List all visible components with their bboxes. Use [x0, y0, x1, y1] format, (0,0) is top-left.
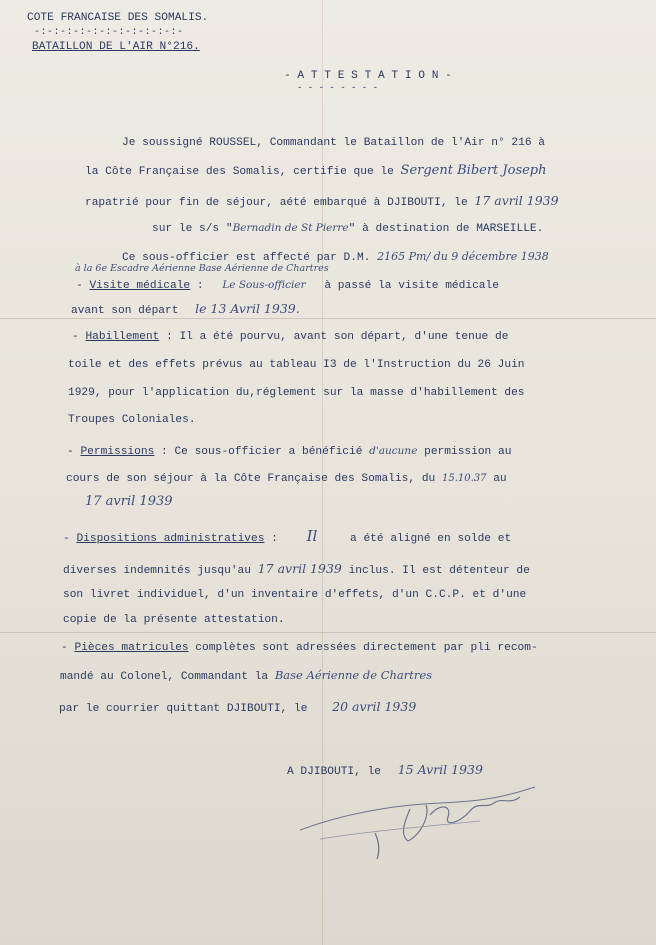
paper-fold: [0, 318, 656, 319]
permissions-label: Permissions: [80, 446, 155, 458]
permissions-line-2: [66, 473, 507, 485]
permissions-text: cours de son séjour à la Côte Française des Somalis, du: [66, 473, 436, 485]
dispositions-line-2: [63, 561, 530, 577]
assign-text: Ce sous-officier est affecté par D.M.: [122, 252, 371, 264]
dispositions-text: diverses indemnités jusqu'au: [63, 565, 251, 577]
header-dots: -:-:-:-:-:-:-:-:-:-:-:-: [34, 27, 184, 38]
header-unit: BATAILLON DE L'AIR N°216.: [32, 41, 200, 53]
dispositions-line-3: son livret individuel, d'un inventaire d'effets, d'un C.C.P. et d'une: [63, 589, 527, 601]
habillement-text: : Il a été pourvu, avant son départ, d'une tenue de: [166, 331, 509, 343]
handwritten-date: 17 avril 1939: [474, 193, 559, 208]
visite-text: à passé la visite médicale: [324, 280, 499, 292]
assign-line-1: [122, 250, 549, 264]
visite-colon: :: [196, 280, 204, 292]
habillement-line-3: 1929, pour l'application du,réglement sur la masse d'habillement des: [68, 387, 525, 399]
closing-place: A DJIBOUTI, le: [287, 766, 381, 778]
pieces-text: mandé au Colonel, Commandant la: [60, 671, 269, 683]
handwritten-date: le 13 Avril 1939.: [195, 301, 300, 316]
intro-line-3: [85, 193, 559, 209]
intro-line-4: [152, 222, 543, 235]
handwritten-assignment: à la 6e Escadre Aérienne Base Aérienne de Chartres: [75, 263, 329, 274]
permissions-text: au: [493, 473, 507, 485]
permissions-line-1: - Permissions : Ce sous-officier a bénéficié d'aucune permission au: [67, 445, 512, 458]
handwritten-subject: Il: [306, 527, 318, 545]
dispositions-line-4: copie de la présente attestation.: [63, 614, 285, 626]
permissions-text: : Ce sous-officier a bénéficié: [161, 446, 363, 458]
pieces-line-3: [59, 699, 416, 715]
intro-text: sur le s/s ": [152, 223, 233, 235]
dispositions-colon: :: [271, 533, 278, 545]
intro-line-2: [85, 163, 547, 178]
intro-text: rapatrié pour fin de séjour, aété embarqué à DJIBOUTI, le: [85, 197, 468, 209]
visite-label: Visite médicale: [89, 280, 191, 292]
dispositions-text: a été aligné en solde et: [350, 533, 512, 545]
visite-line-1: - Visite médicale : Le Sous-officier à passé la visite médicale: [76, 279, 499, 292]
dispositions-line-1: - Dispositions administratives : Il a été aligné en solde et: [63, 527, 512, 545]
dispositions-text: inclus. Il est détenteur de: [348, 565, 530, 577]
handwritten-date: 20 avril 1939: [332, 699, 417, 714]
visite-text: avant son départ: [71, 305, 179, 317]
handwritten-name: Sergent Bibert Joseph: [400, 163, 547, 178]
handwritten-date: 15.10.37: [441, 473, 487, 484]
intro-line-1: Je soussigné ROUSSEL, Commandant le Bataillon de l'Air n° 216 à: [122, 137, 545, 149]
handwritten-base: Base Aérienne de Chartres: [274, 668, 433, 682]
paper-fold: [0, 632, 656, 633]
habillement-line-2: toile et des effets prévus au tableau I3 de l'Instruction du 26 Juin: [68, 359, 525, 371]
intro-text: la Côte Française des Somalis, certifie que le: [85, 166, 394, 178]
signature: [280, 775, 560, 865]
visite-line-2: [71, 301, 300, 317]
handwritten-subject: Le Sous-officier: [222, 279, 306, 291]
permissions-text: permission au: [424, 446, 512, 458]
handwritten-none: d'aucune: [369, 445, 418, 457]
pieces-line-1: - Pièces matricules complètes sont adressées directement par pli recom-: [61, 642, 538, 654]
handwritten-ship: Bernadin de St Pierre: [232, 222, 349, 234]
handwritten-date: 17 avril 1939: [85, 494, 173, 509]
dispositions-label: Dispositions administratives: [76, 533, 265, 545]
intro-text: " à destination de MARSEILLE.: [348, 223, 544, 235]
habillement-line-1: - Habillement : Il a été pourvu, avant son départ, d'une tenue de: [72, 331, 509, 343]
pieces-text: complètes sont adressées directement par pli recom-: [195, 642, 538, 654]
habillement-line-4: Troupes Coloniales.: [68, 414, 196, 426]
habillement-label: Habillement: [85, 331, 160, 343]
handwritten-date: 17 avril 1939: [257, 561, 342, 576]
pieces-text: par le courrier quittant DJIBOUTI, le: [59, 703, 308, 715]
handwritten-date: 15 Avril 1939: [397, 762, 483, 777]
page-title: - A T T E S T A T I O N -: [284, 70, 452, 82]
handwritten-dm: 2165 Pm/ du 9 décembre 1938: [377, 250, 549, 263]
header-org: COTE FRANCAISE DES SOMALIS.: [27, 12, 209, 24]
pieces-label: Pièces matricules: [74, 642, 189, 654]
pieces-line-2: [60, 668, 432, 683]
title-underline: - - - - - - - -: [297, 83, 379, 93]
